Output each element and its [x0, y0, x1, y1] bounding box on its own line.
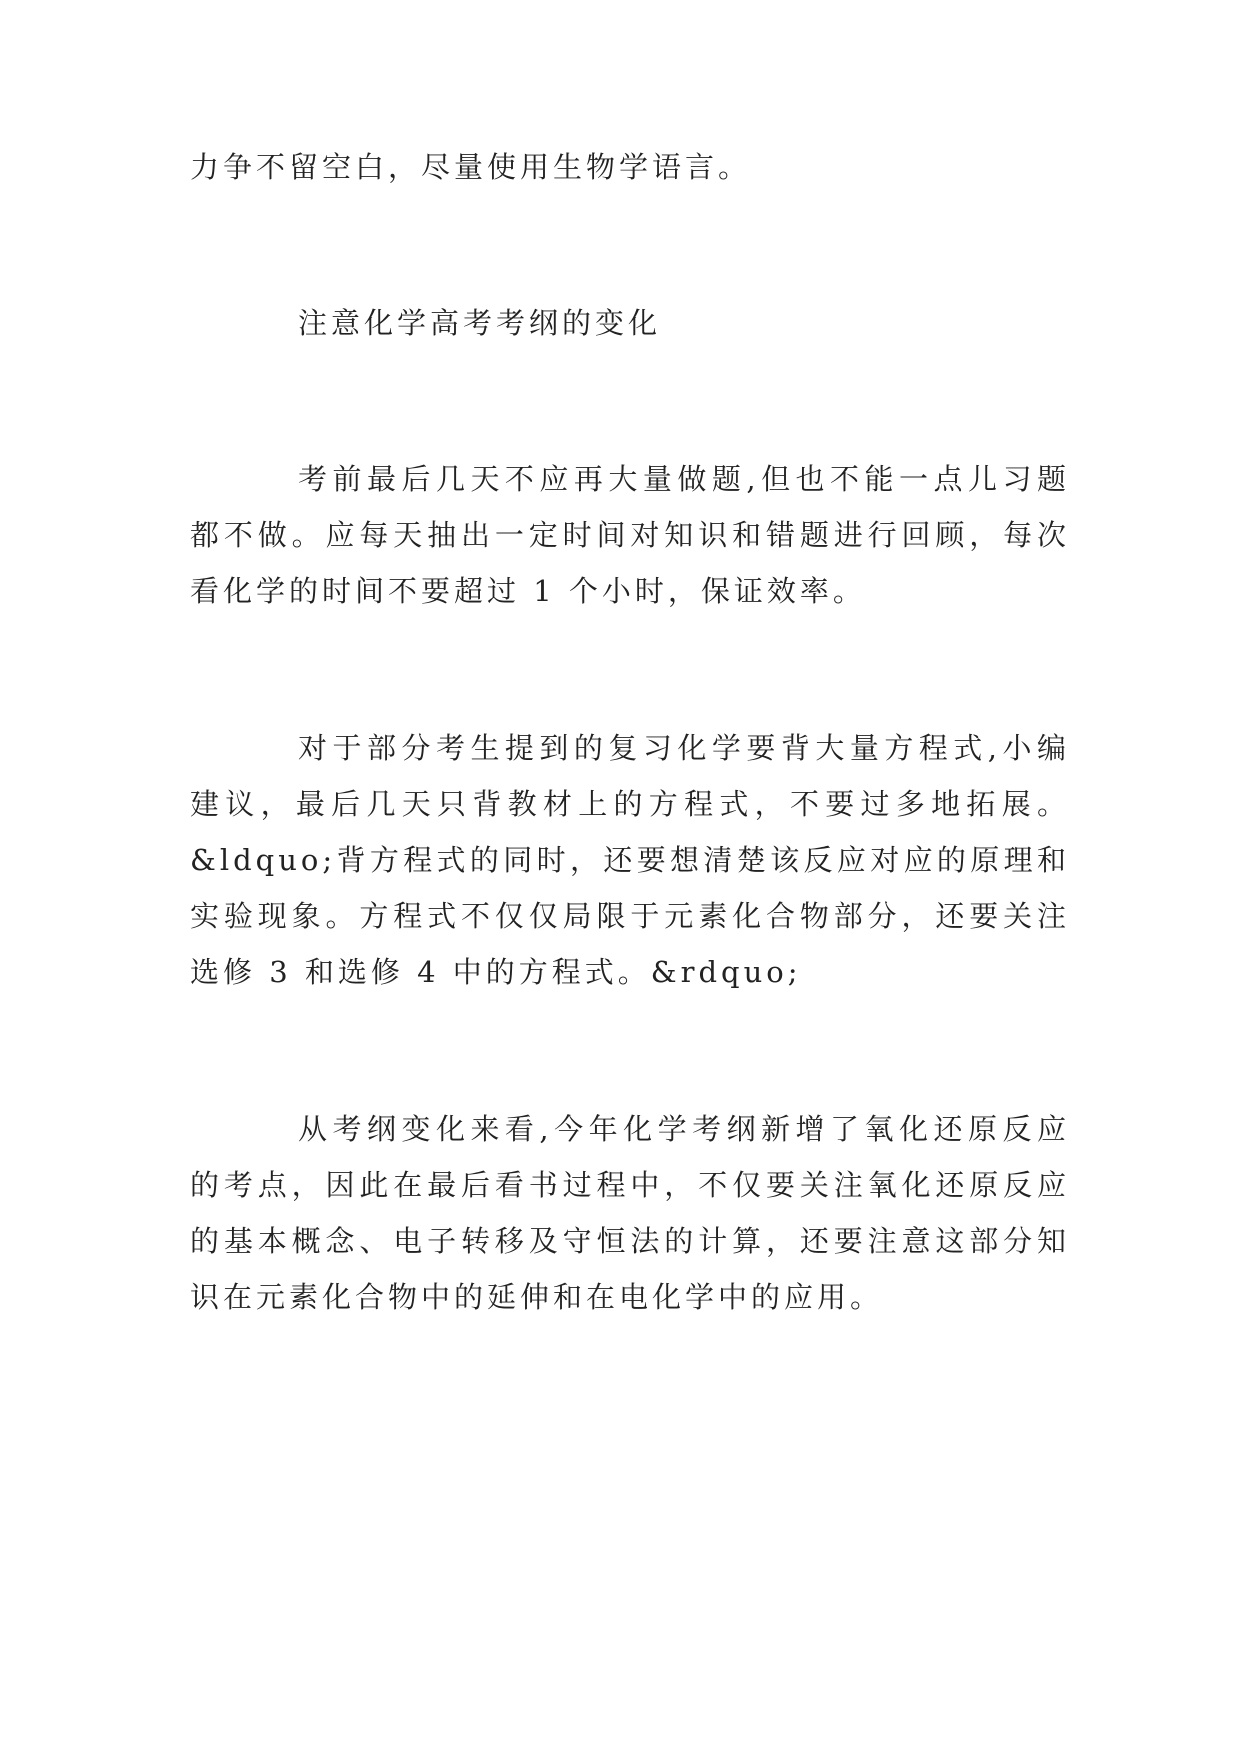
paragraph-1-line-1: 考前最后几天不应再大量做题,但也不能一点儿习题	[298, 462, 1070, 496]
paragraph-3-line-4: 识在元素化合物中的延伸和在电化学中的应用。	[190, 1280, 884, 1314]
paragraph-3-line-2: 的考点，因此在最后看书过程中，不仅要关注氧化还原反应	[190, 1168, 1070, 1202]
paragraph-2-line-2: 建议，最后几天只背教材上的方程式，不要过多地拓展。	[190, 787, 1070, 821]
paragraph-2-line-3: &ldquo;背方程式的同时，还要想清楚该反应对应的原理和	[190, 843, 1070, 877]
paragraph-2-line-1: 对于部分考生提到的复习化学要背大量方程式,小编	[298, 731, 1070, 765]
section-heading: 注意化学高考考纲的变化	[298, 306, 662, 340]
paragraph-3-line-1: 从考纲变化来看,今年化学考纲新增了氧化还原反应	[298, 1112, 1070, 1146]
paragraph-2-line-5: 选修 3 和选修 4 中的方程式。&rdquo;	[190, 955, 802, 989]
paragraph-1-line-2: 都不做。应每天抽出一定时间对知识和错题进行回顾，每次	[190, 518, 1070, 552]
paragraph-3-line-3: 的基本概念、电子转移及守恒法的计算，还要注意这部分知	[190, 1224, 1070, 1258]
paragraph-1-line-3: 看化学的时间不要超过 1 个小时，保证效率。	[190, 574, 866, 608]
paragraph-0-line-1: 力争不留空白，尽量使用生物学语言。	[190, 150, 752, 184]
paragraph-2-line-4: 实验现象。方程式不仅仅局限于元素化合物部分，还要关注	[190, 899, 1070, 933]
